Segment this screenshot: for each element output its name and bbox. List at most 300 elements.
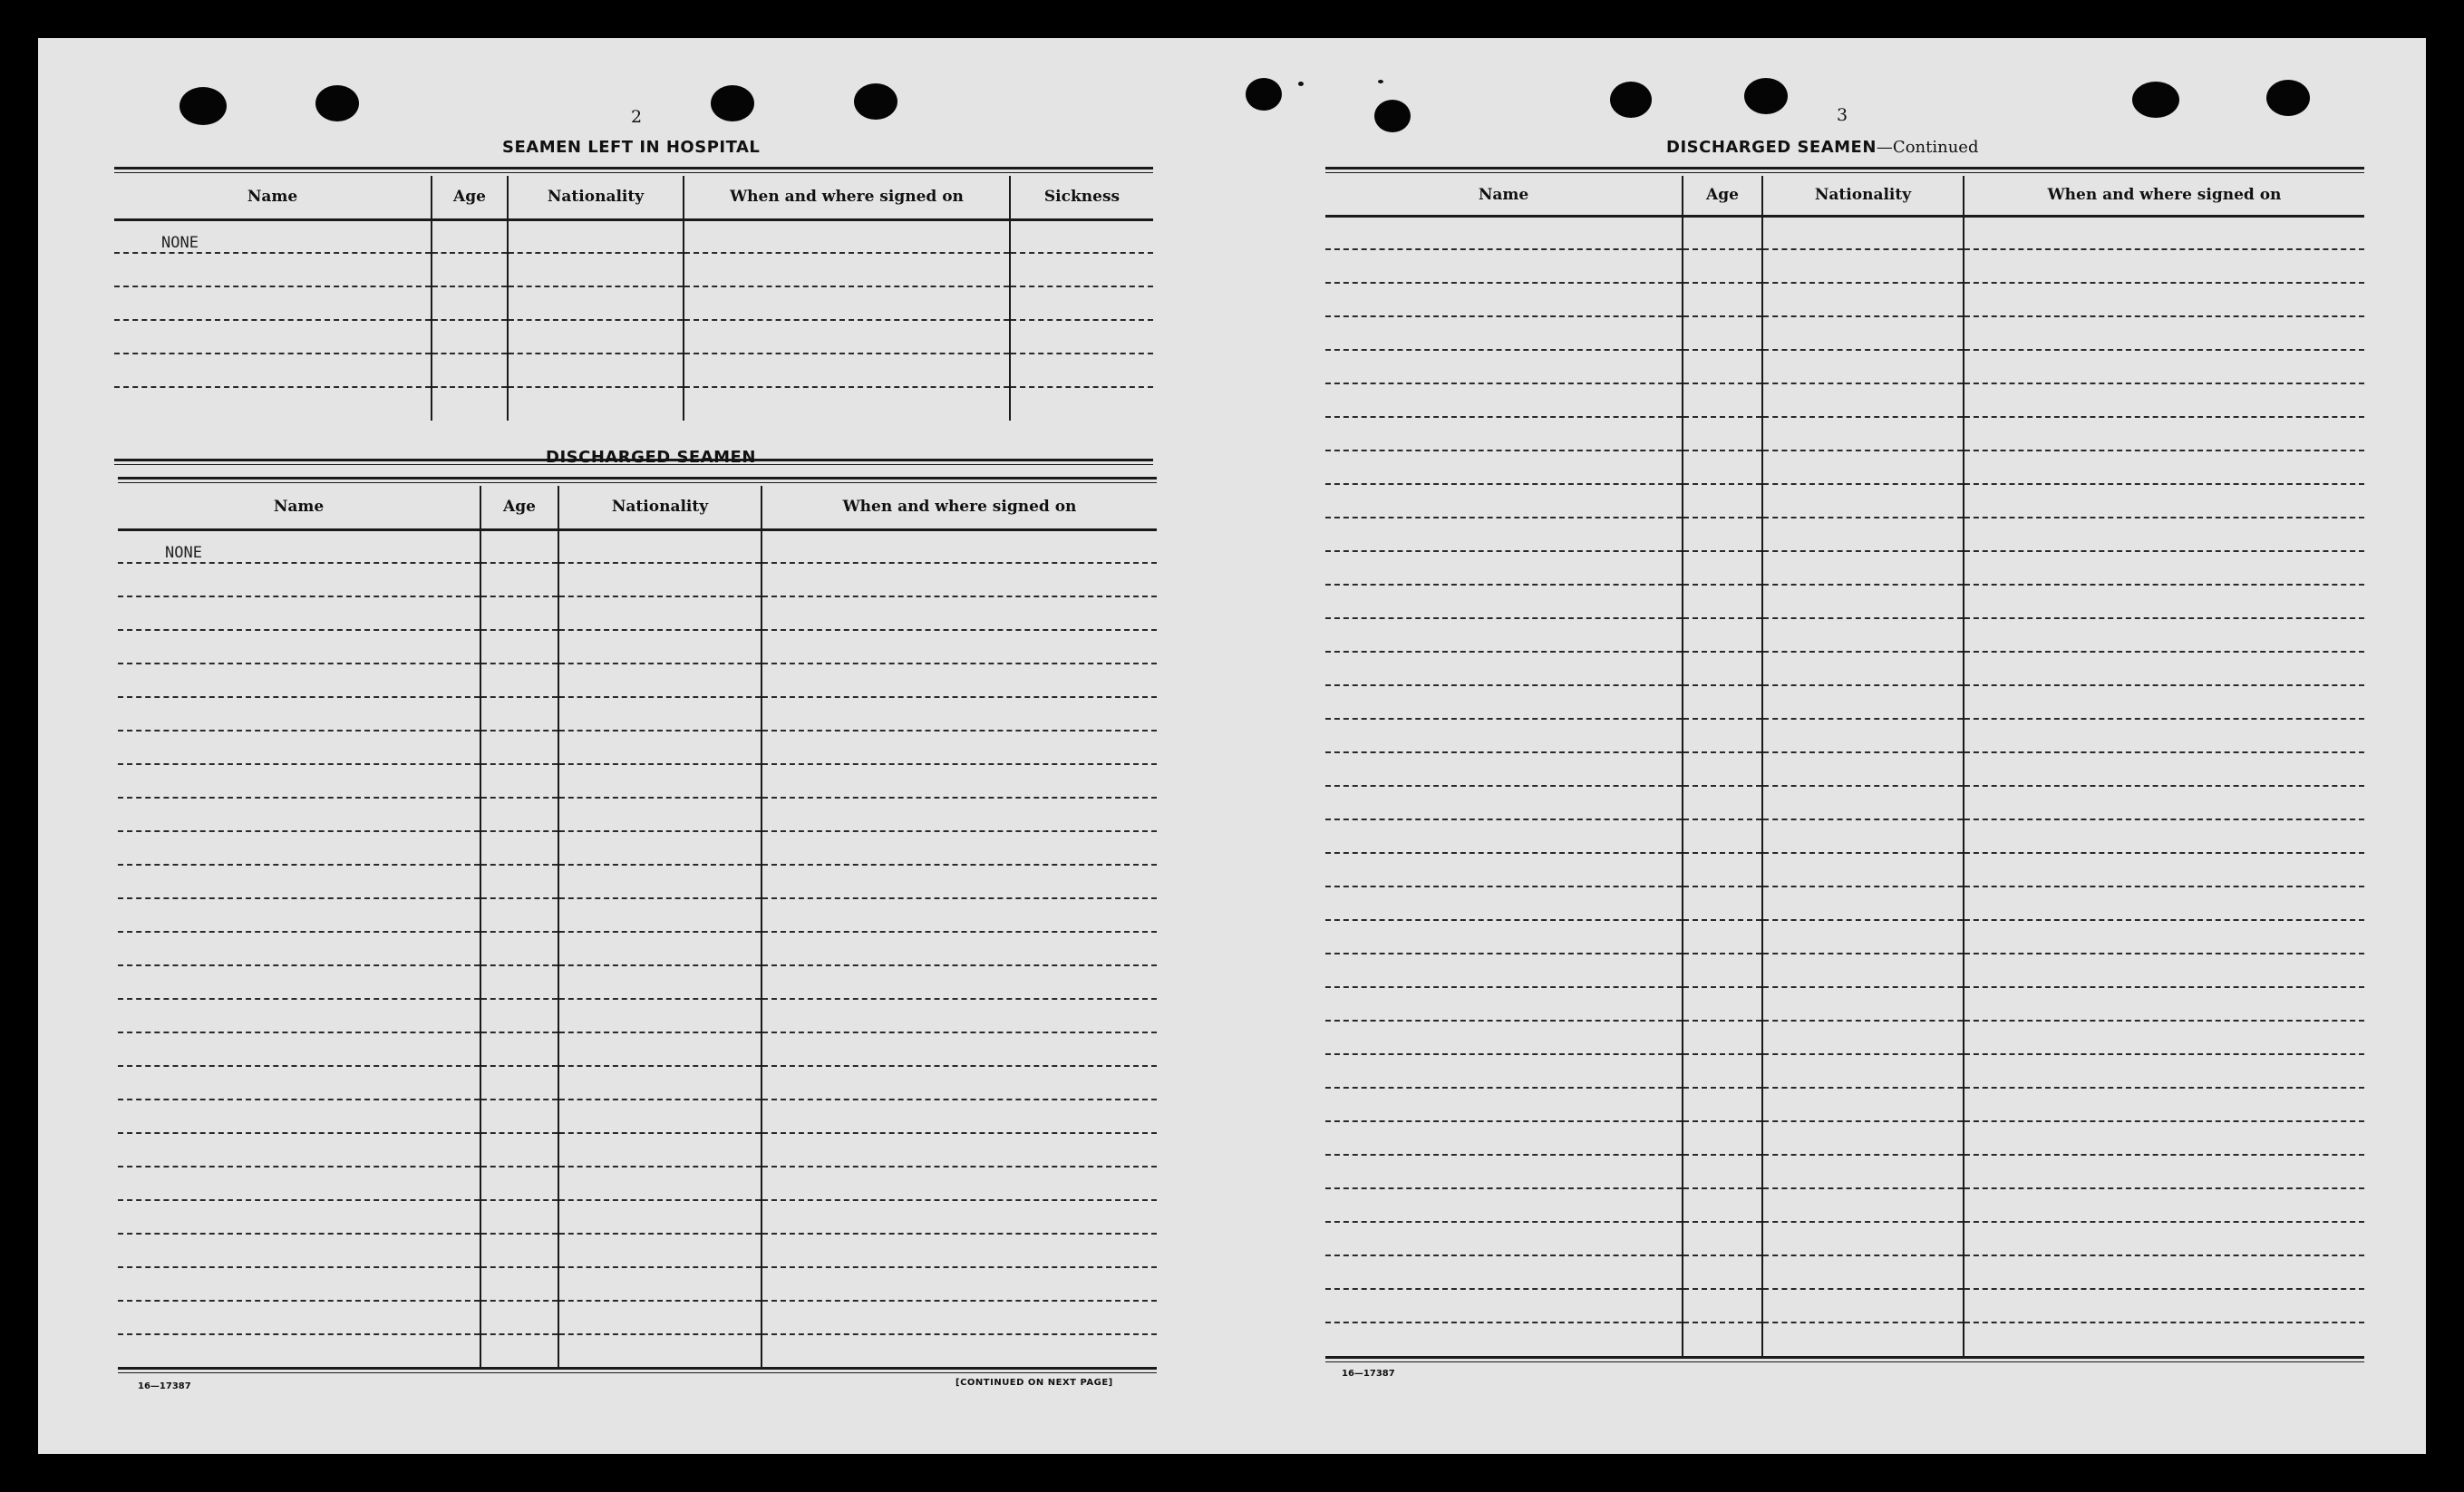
- hospital-section-title: SEAMEN LEFT IN HOSPITAL: [502, 138, 761, 157]
- table-cell: [1762, 1155, 1964, 1188]
- name-cell: [114, 253, 432, 286]
- table-row: [118, 731, 1157, 764]
- table-cell: [1964, 383, 2364, 417]
- name-cell: [118, 1200, 480, 1234]
- name-cell: [1325, 786, 1683, 819]
- table-cell: [1964, 1188, 2364, 1222]
- table-cell: [480, 865, 558, 898]
- table-cell: [1762, 216, 1964, 249]
- table-cell: [558, 1100, 762, 1133]
- table-cell: [684, 219, 1010, 253]
- table-cell: [1964, 1021, 2364, 1054]
- table-row: [114, 219, 1153, 253]
- discharged-continued-table: [1325, 176, 2364, 1356]
- column-header-name: Name: [1325, 176, 1683, 216]
- table-row: [1325, 350, 2364, 383]
- name-cell: [118, 1133, 480, 1167]
- table-row: [1325, 886, 2364, 920]
- punch-hole: [1374, 100, 1411, 132]
- table-row: [1325, 316, 2364, 350]
- table-cell: [762, 1267, 1157, 1301]
- table-cell: [762, 1234, 1157, 1267]
- table-row: [1325, 1322, 2364, 1356]
- table-row: [1325, 719, 2364, 752]
- name-cell: [118, 865, 480, 898]
- table-cell: [1964, 350, 2364, 383]
- table-cell: [1762, 1222, 1964, 1255]
- column-header-nationality: Nationality: [558, 486, 762, 529]
- table-cell: [1683, 1255, 1762, 1289]
- table-row: [1325, 518, 2364, 551]
- table-cell: [508, 387, 684, 421]
- name-cell: [1325, 283, 1683, 316]
- table-row: [118, 1066, 1157, 1100]
- name-cell: [1325, 853, 1683, 886]
- ink-speck: [1298, 82, 1304, 86]
- table-cell: [432, 320, 508, 354]
- table-row: [1325, 652, 2364, 685]
- table-row: [1325, 1289, 2364, 1322]
- table-cell: [558, 1200, 762, 1234]
- name-cell: [1325, 350, 1683, 383]
- punch-hole: [315, 85, 359, 121]
- table-cell: [508, 354, 684, 387]
- table-row: [118, 764, 1157, 798]
- name-cell: [1325, 1322, 1683, 1356]
- name-cell: [1325, 1121, 1683, 1155]
- table-cell: [1964, 652, 2364, 685]
- table-cell: [1762, 1289, 1964, 1322]
- table-row: [118, 999, 1157, 1032]
- table-cell: [684, 253, 1010, 286]
- table-cell: [1683, 987, 1762, 1021]
- table-row: [1325, 283, 2364, 316]
- punch-hole: [1246, 78, 1282, 111]
- table-cell: [508, 286, 684, 320]
- table-cell: [1683, 1054, 1762, 1088]
- name-cell: [1325, 886, 1683, 920]
- table-row: [118, 1200, 1157, 1234]
- table-cell: [762, 999, 1157, 1032]
- punch-hole: [1744, 78, 1788, 114]
- hospital-top-rule-thin: [114, 172, 1153, 173]
- table-cell: [762, 1133, 1157, 1167]
- table-row: [118, 1133, 1157, 1167]
- table-cell: [508, 253, 684, 286]
- continued-bottom-rule-thin: [1325, 1361, 2364, 1362]
- table-cell: [558, 630, 762, 664]
- table-cell: [1762, 350, 1964, 383]
- table-cell: [558, 596, 762, 630]
- table-cell: [684, 286, 1010, 320]
- table-cell: [480, 1133, 558, 1167]
- table-cell: [480, 596, 558, 630]
- table-cell: [762, 865, 1157, 898]
- table-cell: [1683, 685, 1762, 719]
- table-row: [118, 596, 1157, 630]
- table-cell: [1683, 451, 1762, 484]
- table-cell: [1964, 954, 2364, 987]
- continued-top-rule-thin: [1325, 172, 2364, 173]
- table-cell: [480, 1032, 558, 1066]
- table-cell: [1964, 786, 2364, 819]
- name-cell: [118, 1267, 480, 1301]
- discharged-section-title: DISCHARGED SEAMEN: [546, 448, 756, 467]
- table-cell: [1964, 1222, 2364, 1255]
- name-cell: [1325, 316, 1683, 350]
- table-row: [118, 1301, 1157, 1334]
- table-row: [1325, 1088, 2364, 1121]
- name-cell: [1325, 719, 1683, 752]
- punch-hole: [1610, 82, 1652, 118]
- table-cell: [762, 563, 1157, 596]
- table-cell: [1762, 316, 1964, 350]
- name-cell: [118, 798, 480, 831]
- name-cell: [1325, 1255, 1683, 1289]
- name-cell: [1325, 484, 1683, 518]
- column-header-sickness: Sickness: [1010, 176, 1153, 219]
- name-cell: [1325, 987, 1683, 1021]
- table-cell: [480, 731, 558, 764]
- punch-hole: [711, 85, 754, 121]
- name-cell: [118, 831, 480, 865]
- table-cell: [1964, 1155, 2364, 1188]
- table-row: [118, 664, 1157, 697]
- hospital-top-rule: [114, 167, 1153, 170]
- table-cell: [1964, 685, 2364, 719]
- table-cell: [1683, 954, 1762, 987]
- table-cell: [1964, 1121, 2364, 1155]
- table-cell: [480, 898, 558, 932]
- name-cell: [1325, 451, 1683, 484]
- name-cell: [1325, 1088, 1683, 1121]
- table-cell: [1964, 1322, 2364, 1356]
- table-cell: [1683, 249, 1762, 283]
- table-row: [118, 1167, 1157, 1200]
- table-cell: [558, 1032, 762, 1066]
- table-cell: [762, 1066, 1157, 1100]
- table-cell: [762, 965, 1157, 999]
- table-row: [114, 286, 1153, 320]
- table-row: [118, 831, 1157, 865]
- table-cell: [1964, 417, 2364, 451]
- table-cell: [684, 354, 1010, 387]
- table-cell: [1964, 551, 2364, 585]
- table-cell: [1683, 551, 1762, 585]
- table-cell: [1683, 1155, 1762, 1188]
- name-cell: [1325, 819, 1683, 853]
- continued-note: [CONTINUED ON NEXT PAGE]: [956, 1378, 1113, 1388]
- table-row: [1325, 752, 2364, 786]
- table-cell: [1964, 853, 2364, 886]
- table-row: [1325, 216, 2364, 249]
- table-cell: [1762, 1088, 1964, 1121]
- name-cell: [118, 965, 480, 999]
- table-row: [114, 320, 1153, 354]
- table-cell: [1964, 1088, 2364, 1121]
- table-cell: [480, 798, 558, 831]
- table-row: [1325, 585, 2364, 618]
- column-header-name: Name: [118, 486, 480, 529]
- continued-top-rule: [1325, 167, 2364, 170]
- table-cell: [1762, 987, 1964, 1021]
- table-cell: [1964, 920, 2364, 954]
- table-cell: [558, 563, 762, 596]
- table-cell: [558, 1133, 762, 1167]
- table-cell: [1762, 417, 1964, 451]
- table-cell: [480, 1200, 558, 1234]
- table-cell: [558, 529, 762, 563]
- table-cell: [558, 664, 762, 697]
- table-cell: [1683, 484, 1762, 518]
- table-row: [1325, 819, 2364, 853]
- table-cell: [480, 1334, 558, 1368]
- table-cell: [1683, 886, 1762, 920]
- table-cell: [1762, 518, 1964, 551]
- table-cell: [1762, 1188, 1964, 1222]
- table-cell: [558, 932, 762, 965]
- table-cell: [762, 932, 1157, 965]
- table-cell: [480, 1167, 558, 1200]
- table-cell: [1964, 618, 2364, 652]
- table-cell: [762, 1100, 1157, 1133]
- column-header-nationality: Nationality: [508, 176, 684, 219]
- table-cell: [1683, 283, 1762, 316]
- table-row: [1325, 987, 2364, 1021]
- name-cell: [1325, 954, 1683, 987]
- table-cell: [480, 1234, 558, 1267]
- name-cell: [1325, 417, 1683, 451]
- table-cell: [762, 1301, 1157, 1334]
- table-cell: [1683, 1222, 1762, 1255]
- table-cell: [1762, 752, 1964, 786]
- table-cell: [1762, 451, 1964, 484]
- table-cell: [762, 764, 1157, 798]
- name-cell: [1325, 249, 1683, 283]
- table-cell: [1762, 1255, 1964, 1289]
- table-cell: [1964, 585, 2364, 618]
- table-cell: [762, 664, 1157, 697]
- table-cell: [1964, 886, 2364, 920]
- table-cell: [1964, 451, 2364, 484]
- table-row: [118, 1267, 1157, 1301]
- table-cell: [480, 764, 558, 798]
- discharged-bottom-rule: [118, 1367, 1157, 1370]
- name-cell: NONE: [114, 219, 432, 253]
- table-cell: [762, 1167, 1157, 1200]
- name-cell: [114, 286, 432, 320]
- table-cell: [480, 529, 558, 563]
- table-cell: [558, 865, 762, 898]
- table-cell: [762, 898, 1157, 932]
- column-header-age: Age: [1683, 176, 1762, 216]
- table-row: [118, 563, 1157, 596]
- column-header-signed-on: When and where signed on: [684, 176, 1010, 219]
- name-cell: [1325, 1054, 1683, 1088]
- name-cell: [1325, 1021, 1683, 1054]
- ink-speck: [1378, 80, 1383, 83]
- punch-hole: [2132, 82, 2179, 118]
- table-cell: [762, 1200, 1157, 1234]
- table-cell: [558, 1234, 762, 1267]
- table-cell: [1683, 819, 1762, 853]
- punch-hole: [854, 83, 897, 120]
- table-cell: [1762, 685, 1964, 719]
- name-cell: [1325, 518, 1683, 551]
- table-cell: [558, 1167, 762, 1200]
- name-cell: [114, 354, 432, 387]
- table-cell: [684, 387, 1010, 421]
- table-cell: [480, 697, 558, 731]
- table-row: [118, 898, 1157, 932]
- discharged-top-rule-thin: [118, 482, 1157, 483]
- table-cell: [1762, 1021, 1964, 1054]
- table-row: [114, 354, 1153, 387]
- punch-hole: [2266, 80, 2310, 116]
- table-cell: [1762, 886, 1964, 920]
- table-cell: [762, 697, 1157, 731]
- table-cell: [558, 764, 762, 798]
- table-row: [1325, 1155, 2364, 1188]
- table-row: [114, 387, 1153, 421]
- table-cell: [558, 731, 762, 764]
- discharged-header-row: [118, 486, 1157, 529]
- table-cell: [480, 831, 558, 865]
- table-cell: [480, 630, 558, 664]
- table-row: [1325, 451, 2364, 484]
- table-cell: [1762, 484, 1964, 518]
- continued-header-row: [1325, 176, 2364, 216]
- table-cell: [432, 387, 508, 421]
- table-cell: [432, 219, 508, 253]
- table-cell: [1762, 283, 1964, 316]
- table-cell: [1762, 1054, 1964, 1088]
- table-cell: [1683, 383, 1762, 417]
- discharged-continued-title-main: DISCHARGED SEAMEN: [1666, 138, 1877, 157]
- table-cell: [1964, 719, 2364, 752]
- table-cell: [1010, 387, 1153, 421]
- table-cell: [1762, 853, 1964, 886]
- name-cell: [1325, 1155, 1683, 1188]
- name-cell: [1325, 216, 1683, 249]
- table-cell: [508, 219, 684, 253]
- table-row: [1325, 417, 2364, 451]
- table-cell: [1762, 920, 1964, 954]
- table-cell: [1762, 652, 1964, 685]
- table-row: [1325, 618, 2364, 652]
- table-row: [1325, 685, 2364, 719]
- name-cell: [118, 563, 480, 596]
- table-row: [1325, 1222, 2364, 1255]
- name-cell: [1325, 551, 1683, 585]
- table-cell: [558, 999, 762, 1032]
- table-cell: [762, 529, 1157, 563]
- table-cell: [1762, 383, 1964, 417]
- table-cell: [1964, 987, 2364, 1021]
- table-cell: [480, 1301, 558, 1334]
- table-cell: [1964, 249, 2364, 283]
- table-cell: [480, 932, 558, 965]
- name-cell: [118, 1167, 480, 1200]
- table-row: [1325, 484, 2364, 518]
- table-cell: [1010, 253, 1153, 286]
- table-cell: [1964, 518, 2364, 551]
- table-row: [118, 1100, 1157, 1133]
- table-row: [118, 697, 1157, 731]
- table-row: [118, 798, 1157, 831]
- table-cell: [1683, 920, 1762, 954]
- page-number-right: 3: [1837, 105, 1848, 125]
- table-cell: [1683, 585, 1762, 618]
- discharged-continued-title-suffix: —Continued: [1876, 138, 1979, 157]
- table-cell: [1683, 752, 1762, 786]
- table-cell: [1683, 1021, 1762, 1054]
- table-row: [1325, 1121, 2364, 1155]
- table-row: [118, 1334, 1157, 1368]
- table-cell: [480, 965, 558, 999]
- name-cell: [114, 387, 432, 421]
- name-cell: [118, 932, 480, 965]
- table-row: [118, 965, 1157, 999]
- table-cell: [558, 697, 762, 731]
- column-header-age: Age: [432, 176, 508, 219]
- name-cell: [118, 1234, 480, 1267]
- table-cell: [1683, 786, 1762, 819]
- column-header-signed-on: When and where signed on: [762, 486, 1157, 529]
- table-cell: [762, 831, 1157, 865]
- table-cell: [480, 999, 558, 1032]
- name-cell: [118, 1301, 480, 1334]
- table-row: [1325, 383, 2364, 417]
- table-cell: [1010, 354, 1153, 387]
- name-cell: [118, 1100, 480, 1133]
- table-cell: [558, 965, 762, 999]
- name-cell: [118, 697, 480, 731]
- name-cell: [118, 596, 480, 630]
- discharged-table: [118, 486, 1157, 1368]
- table-cell: [1683, 652, 1762, 685]
- table-row: [1325, 1021, 2364, 1054]
- name-cell: [1325, 652, 1683, 685]
- table-cell: [1762, 954, 1964, 987]
- name-cell: [118, 630, 480, 664]
- name-cell: [114, 320, 432, 354]
- table-row: [118, 865, 1157, 898]
- table-row: [1325, 1188, 2364, 1222]
- table-cell: [1683, 1088, 1762, 1121]
- name-cell: [118, 731, 480, 764]
- table-cell: [480, 1267, 558, 1301]
- table-cell: [762, 1334, 1157, 1368]
- discharged-top-rule: [118, 477, 1157, 480]
- table-cell: [432, 286, 508, 320]
- table-cell: [1762, 786, 1964, 819]
- table-cell: [1683, 1289, 1762, 1322]
- table-cell: [558, 1334, 762, 1368]
- table-cell: [1964, 484, 2364, 518]
- table-row: [118, 1032, 1157, 1066]
- table-row: [1325, 1054, 2364, 1088]
- name-cell: NONE: [118, 529, 480, 563]
- table-cell: [558, 898, 762, 932]
- table-cell: [1964, 283, 2364, 316]
- continued-bottom-rule: [1325, 1356, 2364, 1359]
- table-cell: [1683, 316, 1762, 350]
- table-row: [1325, 920, 2364, 954]
- table-cell: [1762, 249, 1964, 283]
- table-cell: [1683, 719, 1762, 752]
- table-cell: [762, 630, 1157, 664]
